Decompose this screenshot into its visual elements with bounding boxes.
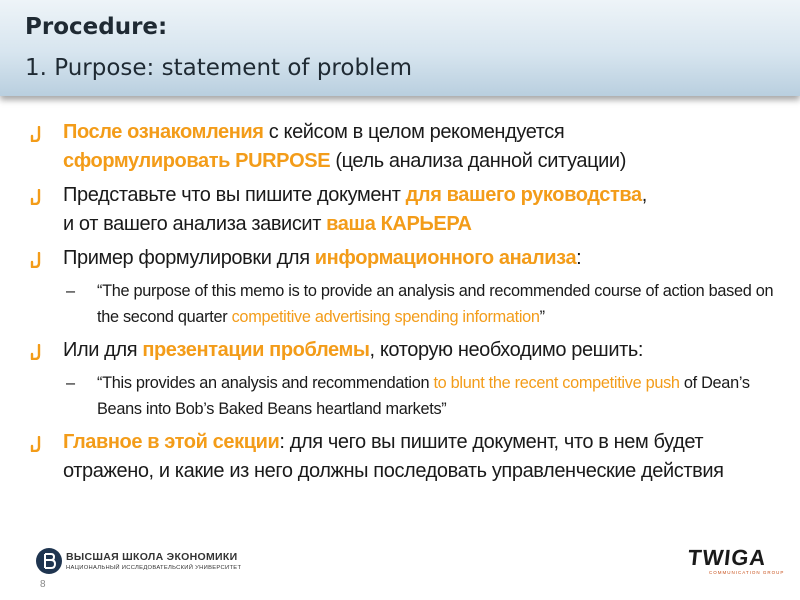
bullet-text: , [641,184,647,206]
bullet-highlight: для вашего руководства [405,184,642,206]
sub-bullet-highlight: competitive advertising spending information [231,308,540,326]
orange-hook-bullet-icon [30,252,42,268]
bullet-highlight: презентации проблемы [142,339,370,361]
bullet-text: Пример формулировки для [63,247,315,269]
orange-hook-bullet-icon [30,344,42,360]
slide-subtitle: 1. Purpose: statement of problem [25,55,412,81]
bullet-text: , которую необходимо решить: [369,339,644,361]
bullet-highlight: сформулировать PURPOSE [63,150,331,172]
sub-bullet-highlight: to blunt the recent competitive push [433,374,680,392]
bullet-text: с кейсом в целом рекомендуется [263,121,565,143]
bullet-item [30,428,790,486]
footer-org-name: ВЫСШАЯ ШКОЛА ЭКОНОМИКИ [66,551,238,563]
bullet-text: : [576,247,582,269]
brand-logo: TWIGA [686,545,768,570]
bullet-highlight: Главное в этой секции [63,431,280,453]
bullet-text: Представьте что вы пишите документ [63,184,406,206]
brand-subtitle: COMMUNICATION GROUP [709,570,785,575]
bullet-item [30,244,790,273]
bullet-highlight: ваша КАРЬЕРА [326,213,472,235]
bullet-highlight: После ознакомления [63,121,264,143]
orange-hook-bullet-icon [30,436,42,452]
sub-bullet-item [30,278,790,330]
sub-bullet-text: “The purpose of this memo is to provide an analysis and recommended course of action based on the second quarter [97,282,774,326]
footer-org-subtitle: НАЦИОНАЛЬНЫЙ ИССЛЕДОВАТЕЛЬСКИЙ УНИВЕРСИТЕТ [66,565,242,571]
orange-hook-bullet-icon [30,189,42,205]
slide-title: Procedure: [25,14,168,40]
orange-hook-bullet-icon [30,126,42,142]
bullet-highlight: информационного анализа [314,247,577,269]
bullet-item [30,118,790,176]
bullet-text: : для чего вы пишите документ, что в нем будет отражено, и какие из него должны последовать управленческие действия [63,431,724,482]
hse-logo-icon [34,546,64,576]
bullet-item [30,336,790,365]
bullet-item [30,181,790,239]
bullet-text: Или для [63,339,143,361]
sub-bullet-text: ” [539,308,545,326]
sub-bullet-text: of Dean’s Beans into Bob’s Baked Beans heartland markets” [97,374,750,418]
bullet-list [30,118,790,491]
dash-marker: – [66,282,75,300]
bullet-text: (цель анализа данной ситуации) [330,150,626,172]
page-number: 8 [40,579,46,590]
sub-bullet-item [30,370,790,422]
sub-bullet-text: “This provides an analysis and recommendation [97,374,434,392]
dash-marker: – [66,374,75,392]
bullet-text: и от вашего анализа зависит [63,213,327,235]
slide-header [0,0,800,96]
